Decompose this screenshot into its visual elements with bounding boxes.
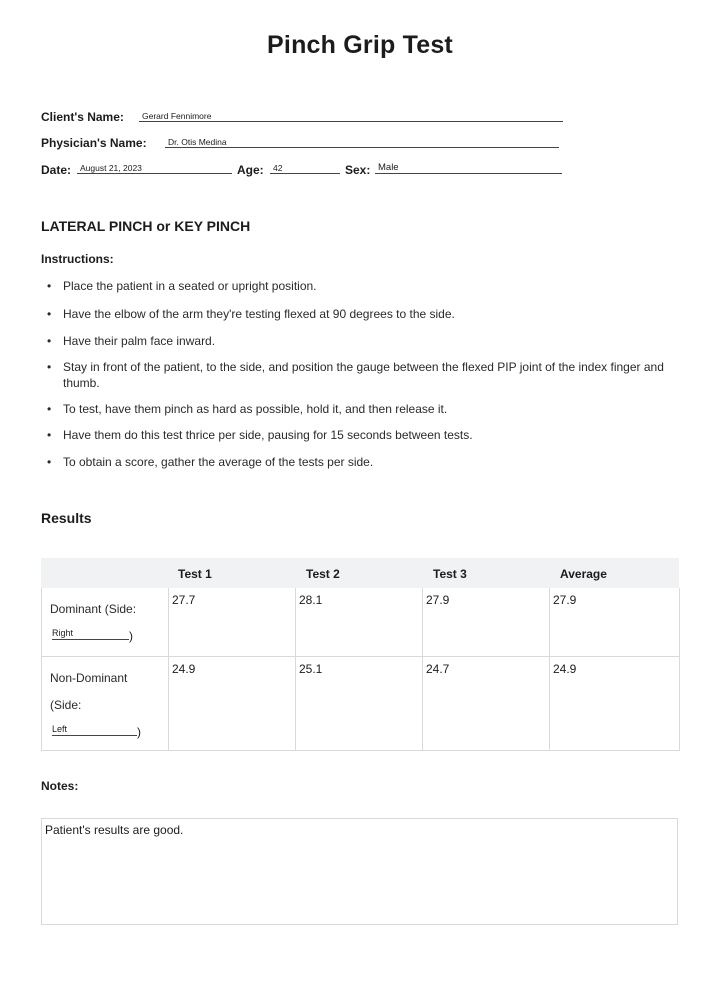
instruction-item: • To test, have them pinch as hard as possible, hold it, and then release it. <box>41 401 693 417</box>
table-cell: 28.1 <box>299 593 323 607</box>
sex-label: Sex: <box>345 163 371 177</box>
table-cell: 27.9 <box>553 593 577 607</box>
column-divider <box>549 588 550 751</box>
page-title: Pinch Grip Test <box>267 31 453 59</box>
instruction-item: • To obtain a score, gather the average of the tests per side. <box>41 454 693 470</box>
column-header-average: Average <box>560 567 607 581</box>
notes-label: Notes: <box>41 779 79 793</box>
instruction-item: • Place the patient in a seated or upright position. <box>41 278 693 294</box>
client-name-field[interactable]: Gerard Fennimore <box>139 110 563 122</box>
results-table <box>41 558 679 751</box>
row-label: Non-Dominant <box>50 671 128 685</box>
table-cell: 24.9 <box>553 662 577 676</box>
instruction-item: • Stay in front of the patient, to the side, and position the gauge between the flexed PIP joint of the index finger and thumb. <box>41 359 693 391</box>
notes-text: Patient's results are good. <box>45 823 184 837</box>
side-field[interactable]: Left <box>52 724 137 736</box>
table-cell: 25.1 <box>299 662 323 676</box>
instructions-label: Instructions: <box>41 252 114 266</box>
column-divider <box>422 588 423 751</box>
column-divider <box>295 588 296 751</box>
results-title: Results <box>41 510 92 526</box>
instruction-item: • Have the elbow of the arm they're testing flexed at 90 degrees to the side. <box>41 306 693 322</box>
age-field[interactable]: 42 <box>270 162 340 174</box>
table-cell: 24.7 <box>426 662 450 676</box>
sex-field[interactable]: Male <box>375 162 562 174</box>
row-label-close: ) <box>137 725 141 739</box>
physician-name-field[interactable]: Dr. Otis Medina <box>165 136 559 148</box>
table-cell: 27.7 <box>172 593 196 607</box>
age-label: Age: <box>237 163 264 177</box>
row-label: Dominant (Side: <box>50 602 137 616</box>
section-title: LATERAL PINCH or KEY PINCH <box>41 218 251 234</box>
notes-box[interactable] <box>41 818 678 925</box>
row-label-line-2: (Side: <box>50 698 82 712</box>
row-label-close: ) <box>129 629 133 643</box>
side-field[interactable]: Right <box>52 628 129 640</box>
physician-name-label: Physician's Name: <box>41 136 147 150</box>
date-label: Date: <box>41 163 72 177</box>
column-header-test-1: Test 1 <box>178 567 212 581</box>
table-cell: 24.9 <box>172 662 196 676</box>
date-field[interactable]: August 21, 2023 <box>77 162 232 174</box>
client-name-label: Client's Name: <box>41 110 124 124</box>
instruction-item: • Have them do this test thrice per side, pausing for 15 seconds between tests. <box>41 427 693 443</box>
row-divider <box>41 656 679 657</box>
instruction-item: • Have their palm face inward. <box>41 333 693 349</box>
column-header-test-2: Test 2 <box>306 567 340 581</box>
table-cell: 27.9 <box>426 593 450 607</box>
column-header-test-3: Test 3 <box>433 567 467 581</box>
column-divider <box>168 588 169 751</box>
